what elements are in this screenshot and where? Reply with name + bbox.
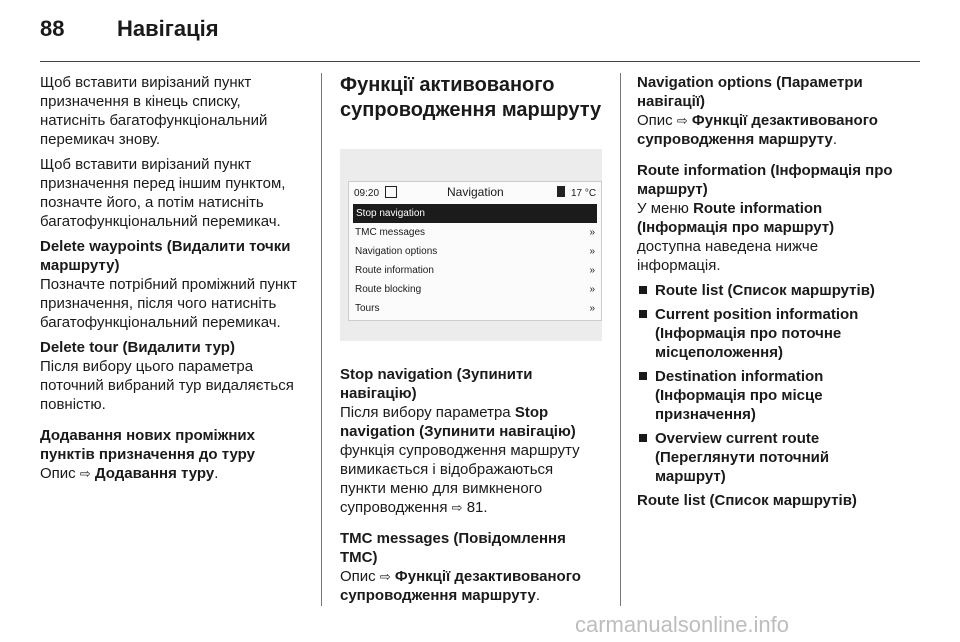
cross-reference (637, 111, 899, 149)
screen-status-bar (349, 182, 601, 204)
menu-name: Route information (Інформація про маршрут) (637, 200, 835, 236)
list-item-text: Destination information (Інформація про місце призначення) (655, 368, 824, 423)
screen-clock: 09:20 (354, 188, 380, 199)
cross-reference (40, 464, 308, 483)
chevron-right-icon: » (589, 246, 595, 257)
reference-link[interactable]: Функції дезактивованого супроводження маршруту (637, 112, 878, 148)
guidance-icon (385, 186, 397, 198)
heading-route-list: Route list (Список маршрутів) (637, 492, 857, 509)
heading-route-information: Route information (Інформація про маршрут) (637, 162, 893, 198)
screen-title: Navigation (447, 185, 504, 199)
option-name: Stop navigation (Зупинити навігацію) (340, 404, 576, 440)
thermometer-icon (557, 186, 565, 197)
arrow-right-icon: ⇨ (451, 500, 463, 515)
chevron-right-icon: » (589, 303, 595, 314)
text: доступна наведена нижче інформація. (637, 238, 819, 274)
bullet-square-icon (639, 372, 647, 380)
arrow-right-icon: ⇨ (676, 113, 688, 128)
heading-active-guidance: Функції активованого супроводження маршруту (340, 74, 602, 121)
page-reference[interactable]: 81. (466, 499, 488, 516)
navigation-screen-image (340, 149, 602, 341)
column-3 (637, 73, 899, 510)
heading-navigation-options: Navigation options (Параметри навігації) (637, 74, 863, 110)
menu-item-label: Tours (355, 303, 380, 314)
list-item-text: Overview current route (Переглянути поточний маршрут) (655, 430, 830, 485)
heading-stop-navigation: Stop navigation (Зупинити навігацію) (340, 366, 533, 402)
menu-item-route-information[interactable] (349, 261, 601, 280)
list-item (637, 367, 899, 424)
punctuation: . (832, 131, 838, 148)
menu-item-route-blocking[interactable] (349, 280, 601, 299)
cross-reference (340, 567, 602, 605)
text: Після вибору параметра (340, 404, 511, 421)
menu-item-label: Stop navigation (356, 208, 425, 219)
menu-item-navigation-options[interactable] (349, 242, 601, 261)
arrow-right-icon: ⇨ (79, 466, 91, 481)
list-item (637, 305, 899, 362)
column-2 (340, 73, 602, 611)
navigation-menu-screen (348, 181, 602, 321)
bullet-square-icon (639, 310, 647, 318)
heading-delete-waypoints: Delete waypoints (Видалити точки маршруту) (40, 238, 291, 274)
chevron-right-icon: » (589, 284, 595, 295)
arrow-right-icon: ⇨ (379, 569, 391, 584)
heading-add-waypoints: Додавання нових проміжних пунктів призначення до туру (40, 427, 255, 463)
list-item (637, 429, 899, 486)
text: У меню (637, 200, 689, 217)
column-divider (321, 73, 322, 606)
paragraph: Позначте потрібний проміжний пункт призначення, після чого натисніть багатофункціональний перемикач. (40, 276, 297, 331)
punctuation: . (535, 587, 541, 604)
menu-item-label: TMC messages (355, 227, 426, 238)
desc-label: Опис (40, 465, 76, 482)
menu-item-label: Route blocking (355, 284, 422, 295)
desc-label: Опис (637, 112, 673, 129)
list-item (637, 281, 899, 300)
paragraph (340, 403, 602, 517)
heading-delete-tour: Delete tour (Видалити тур) (40, 339, 235, 356)
paragraph (637, 199, 899, 275)
menu-item-label: Route information (355, 265, 434, 276)
chevron-right-icon: » (589, 227, 595, 238)
menu-item-label: Navigation options (355, 246, 438, 257)
section-title: Навігація (117, 16, 219, 41)
menu-item-tours[interactable] (349, 299, 601, 318)
bullet-square-icon (639, 434, 647, 442)
paragraph: Щоб вставити вирізаний пункт призначення в кінець списку, натисніть багатофункціональний перемикач знову. (40, 74, 268, 148)
page-header (0, 0, 960, 60)
heading-tmc-messages: TMC messages (Повідомлення TMC) (340, 530, 566, 566)
column-1 (40, 73, 308, 489)
page-number: 88 (40, 16, 65, 41)
bullet-square-icon (639, 286, 647, 294)
punctuation: . (214, 465, 219, 482)
menu-item-tmc-messages[interactable] (349, 223, 601, 242)
screen-temperature: 17 °C (571, 188, 597, 199)
watermark: carmanualsonline.info (575, 612, 790, 637)
reference-link[interactable]: Додавання туру (94, 465, 215, 482)
header-divider (40, 61, 920, 62)
menu-item-stop-navigation[interactable] (353, 204, 597, 223)
paragraph: Щоб вставити вирізаний пункт призначення перед іншим пунктом, позначте його, а потім натисніть багатофункціональний перемикач. (40, 156, 286, 230)
paragraph: Після вибору цього параметра поточний вибраний тур видаляється повністю. (40, 358, 294, 413)
desc-label: Опис (340, 568, 376, 585)
list-item-text: Current position information (Інформація про поточне місцеположення) (655, 306, 859, 361)
column-divider (620, 73, 621, 606)
text: функція супроводження маршруту вимикається і відображаються пункти меню для вимкненого супроводження (340, 442, 580, 516)
reference-link[interactable]: Функції дезактивованого супроводження маршруту (340, 568, 581, 604)
list-item-text: Route list (Список маршрутів) (655, 282, 875, 299)
chevron-right-icon: » (589, 265, 595, 276)
